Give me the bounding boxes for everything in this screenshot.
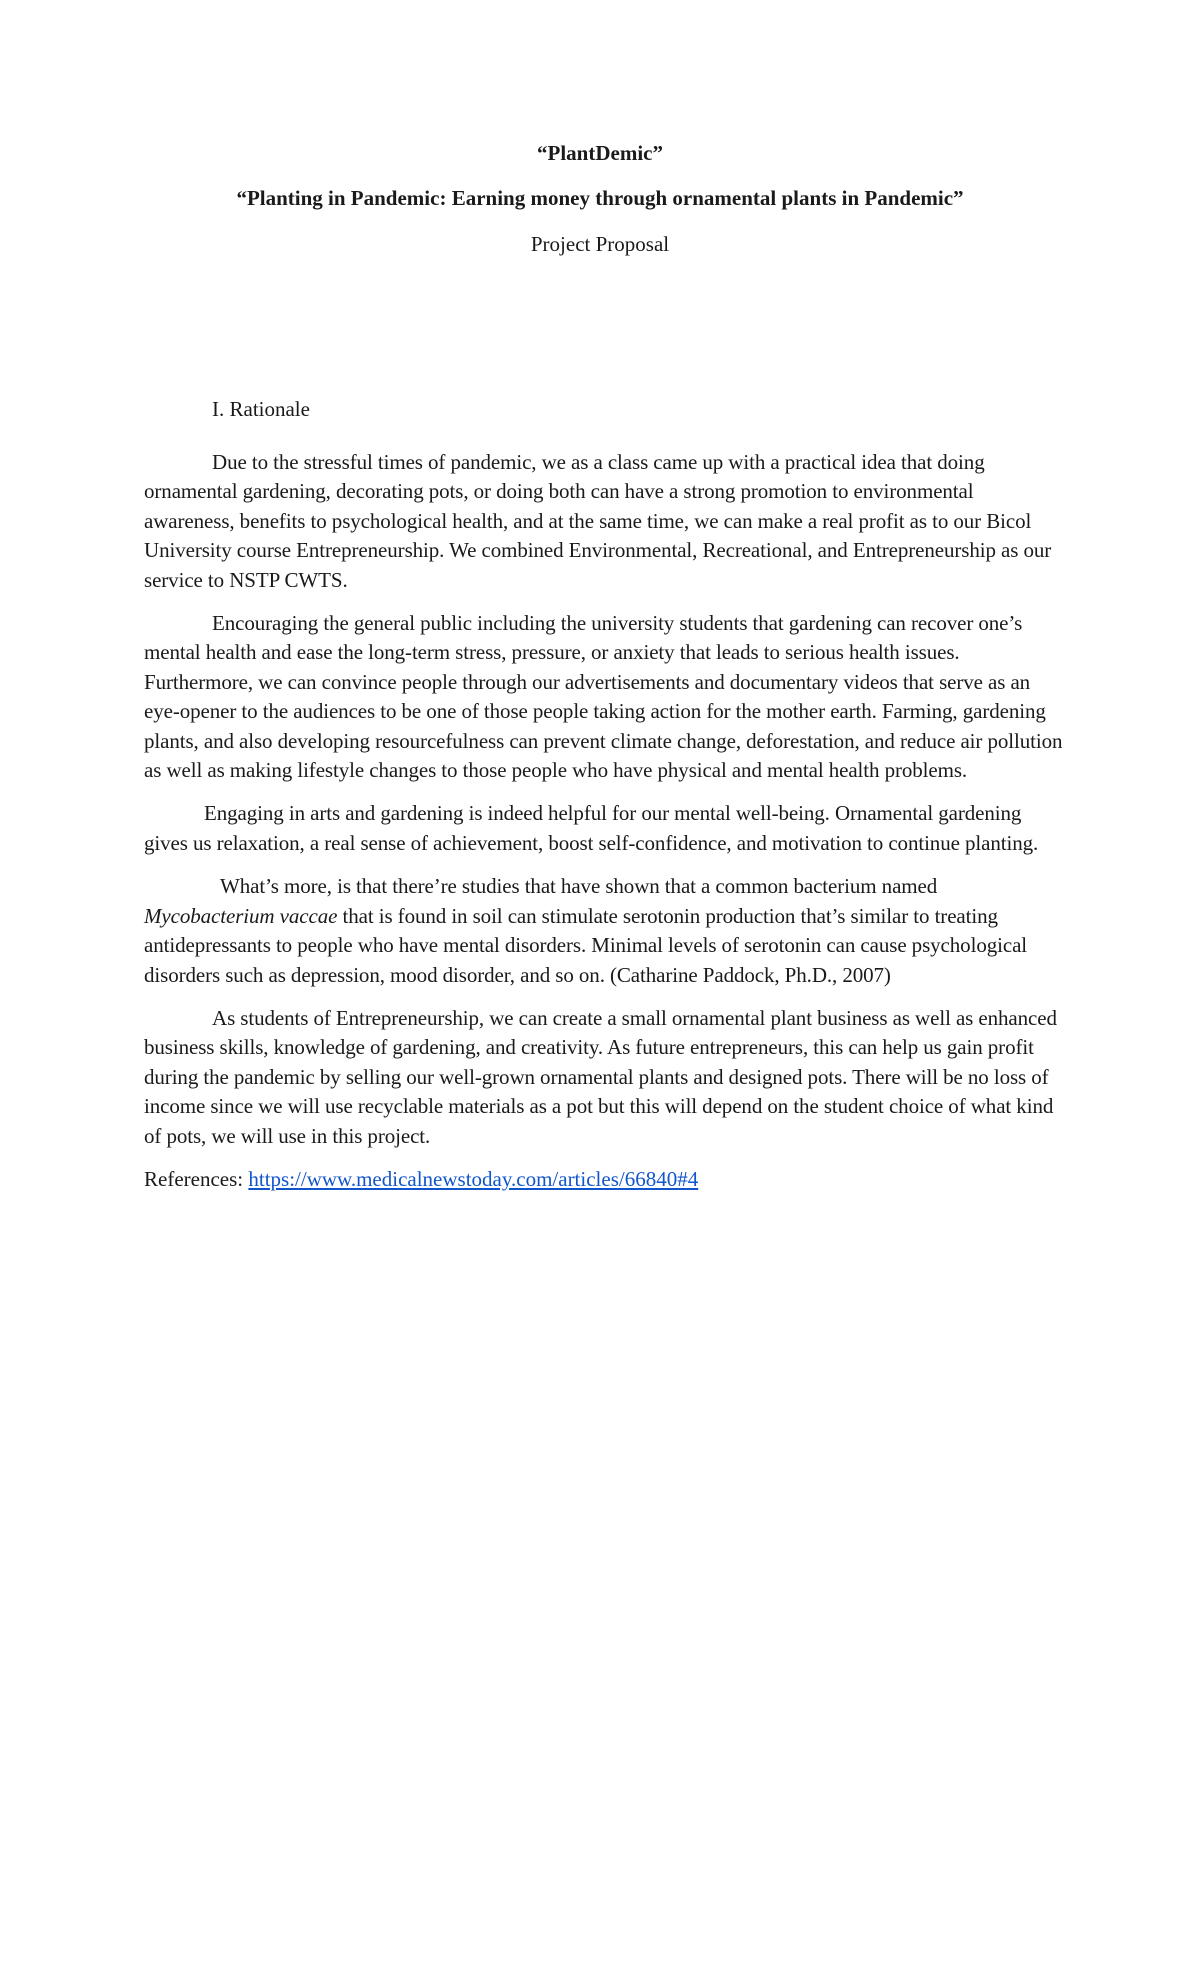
section-heading: I. Rationale	[212, 397, 310, 421]
paragraph-1: Due to the stressful times of pandemic, we as a class came up with a practical idea that doing ornamental gardening, decorating pots, or doing both can have a strong promotion to environmental awareness, benefits to psychological health, and at the same time, we can make a real profit as to our Bicol University course Entrepreneurship. We combined Environmental, Recreational, and Entrepreneurship as our service to NSTP CWTS.	[144, 450, 1052, 592]
paragraph-4-text-end: that is found in soil can stimulate serotonin production that’s similar to treating antidepressants to people who have mental disorders. Minimal levels of serotonin can cause psychological disorders such as depression, mood disorder, and so on. (Catharine Paddock, Ph.D., 2007)	[144, 903, 1028, 987]
document-type: Project Proposal	[530, 232, 670, 256]
references-line	[144, 1165, 1069, 1194]
paragraph-2: Encouraging the general public including the university students that gardening can recover one’s mental health and ease the long-term stress, pressure, or anxiety that leads to serious health issues. Furthermore, we can convince people through our advertisements and documentary videos that serve as an eye-opener to the audiences to be one of those people taking action for the mother earth. Farming, gardening plants, and also developing resourcefulness can prevent climate change, deforestation, and reduce air pollution as well as making lifestyle changes to those people who have physical and mental health problems.	[144, 611, 1063, 783]
references-label: References:	[144, 1166, 249, 1191]
paragraph-5: As students of Entrepreneurship, we can create a small ornamental plant business as well as enhanced business skills, knowledge of gardening, and creativity. As future entrepreneurs, this can help us gain profit during the pandemic by selling our well-grown ornamental plants and designed pots. There will be no loss of income since we will use recyclable materials as a pot but this will depend on the student choice of what kind of pots, we will use in this project.	[144, 1005, 1057, 1148]
document-subtitle: “Planting in Pandemic: Earning money through ornamental plants in Pandemic”	[236, 186, 964, 210]
document-title: “PlantDemic”	[537, 141, 663, 165]
paragraph-4-text-start: What’s more, is that there’re studies that have shown that a common bacterium named	[220, 874, 938, 899]
paragraph-3: Engaging in arts and gardening is indeed helpful for our mental well-being. Ornamental gardening gives us relaxation, a real sense of achievement, boost self-confidence, and motivation to continue planting.	[144, 801, 1039, 855]
bacterium-name: Mycobacterium vaccae	[144, 903, 338, 928]
paragraph-4	[144, 872, 1069, 990]
rationale-section	[144, 396, 1069, 1194]
title-block	[0, 140, 1200, 257]
reference-link[interactable]: https://www.medicalnewstoday.com/articles/66840#4	[248, 1166, 699, 1191]
